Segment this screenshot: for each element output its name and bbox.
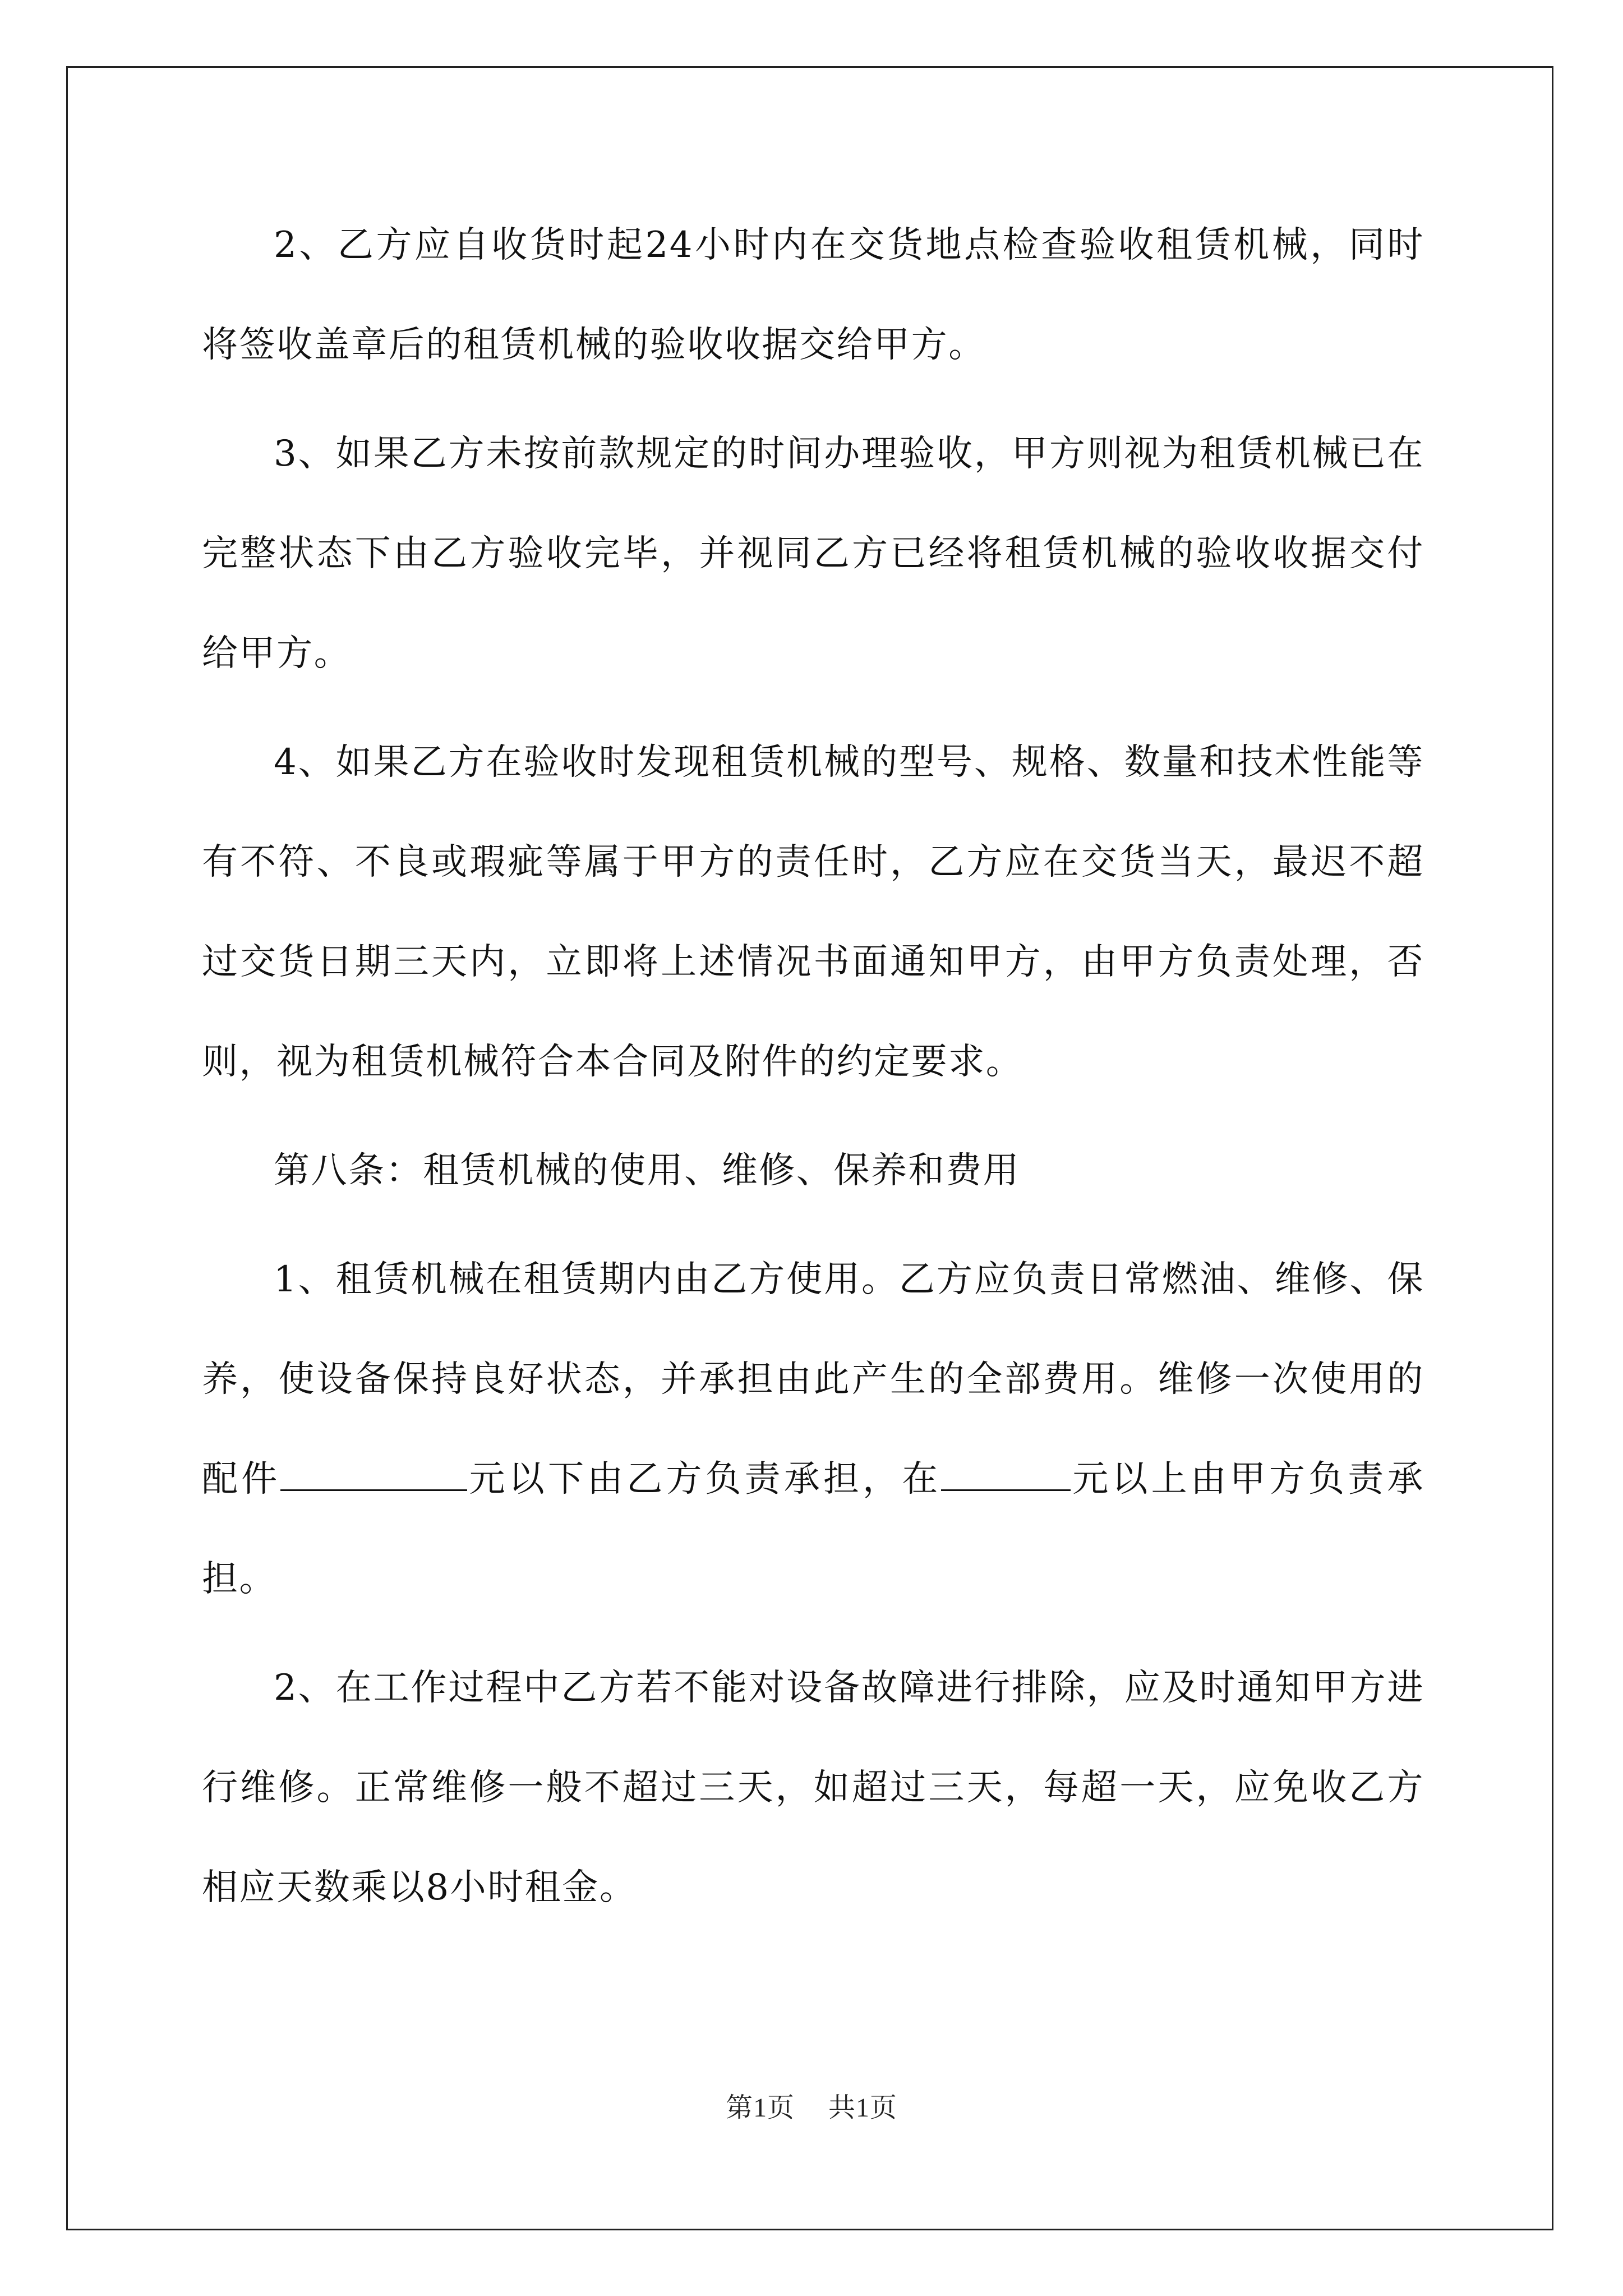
fee-text-part1: 1、租赁机械在租赁期内由乙方使用。乙方应负责日常燃油、维修、保养，使设备保持良好状态，并承担由此产生的全部费用。维修一次使用的配件 xyxy=(202,1259,1424,1500)
document-body xyxy=(202,195,1424,1947)
clause-paragraph: 2、乙方应自收货时起24小时内在交货地点检查验收租赁机械，同时将签收盖章后的租赁机械的验收收据交给甲方。 xyxy=(202,224,1424,366)
page-number: 第1页 xyxy=(726,2093,795,2123)
clause-paragraph: 2、在工作过程中乙方若不能对设备故障进行排除，应及时通知甲方进行维修。正常维修一般不超过三天，如超过三天，每超一天，应免收乙方相应天数乘以8小时租金。 xyxy=(202,1667,1424,1908)
fee-text-part3: 元以上由甲方负责承担。 xyxy=(202,1458,1424,1600)
page-total: 共1页 xyxy=(828,2093,897,2123)
amount-blank-lower xyxy=(280,1453,467,1491)
clause-paragraph: 3、如果乙方未按前款规定的时间办理验收，甲方则视为租赁机械已在完整状态下由乙方验收完毕，并视同乙方已经将租赁机械的验收收据交付给甲方。 xyxy=(202,433,1424,674)
amount-blank-upper xyxy=(941,1453,1070,1491)
clause-paragraph: 4、如果乙方在验收时发现租赁机械的型号、规格、数量和技术性能等有不符、不良或瑕疵等属于甲方的责任时，乙方应在交货当天，最迟不超过交货日期三天内，立即将上述情况书面通知甲方，由甲方负责处理，否则，视为租赁机械符合本合同及附件的约定要求。 xyxy=(202,742,1424,1083)
fee-text-part2: 元以下由乙方负责承担，在 xyxy=(467,1458,942,1500)
clause-paragraph-fee xyxy=(202,1230,1424,1629)
article-heading: 第八条：租赁机械的使用、维修、保养和费用 xyxy=(274,1150,1021,1191)
page-footer xyxy=(0,2086,1623,2124)
